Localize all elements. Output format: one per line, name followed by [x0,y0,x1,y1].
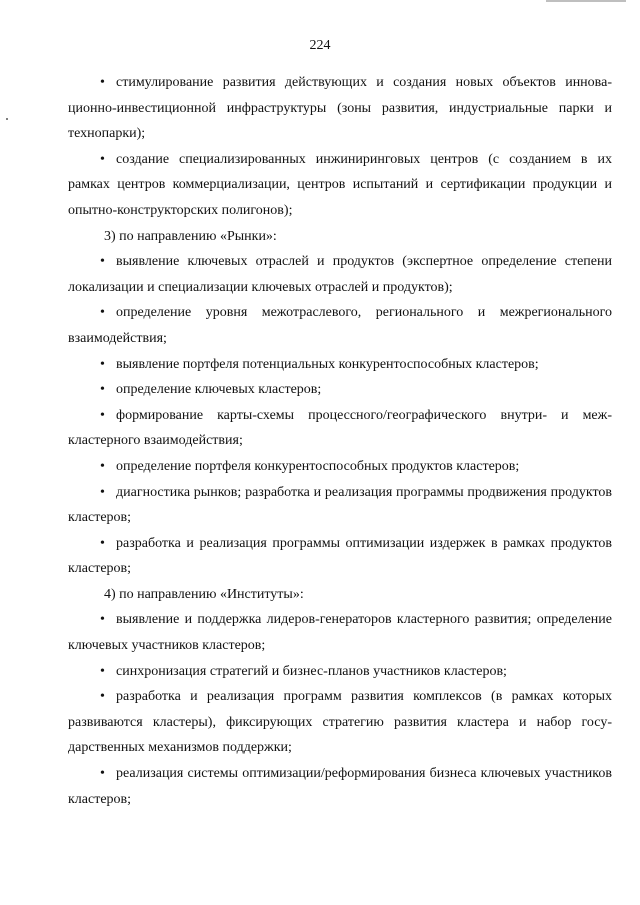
bullet-icon: • [100,535,105,551]
scan-speck [6,118,8,120]
bullet-item-text: определение уровня межотраслевого, регионального и межрегионального взаимодействия; [68,305,612,346]
section-heading-text: 4) по направлению «Институты»: [104,586,304,602]
bullet-item [68,684,612,761]
bullet-item-text: выявление ключевых отраслей и продуктов (экспертное определение степени локализации и специализации ключевых отраслей и продуктов); [68,254,612,295]
bullet-icon: • [100,689,105,705]
section-heading [68,582,612,608]
bullet-item-text: синхронизация стратегий и бизнес-планов участников кластеров; [116,663,507,679]
document-body [68,70,612,812]
bullet-item [68,300,612,351]
section-heading [68,224,612,250]
bullet-icon: • [100,382,105,398]
bullet-item [68,377,612,403]
bullet-item-text: стимулирование развития действующих и создания новых объектов инновационно-инвестиционной инфраструктуры (зоны развития, индустриальные парки и технопарки); [68,75,612,142]
section-heading-text: 3) по направлению «Рынки»: [104,228,277,244]
bullet-icon: • [100,75,105,90]
bullet-icon: • [100,663,105,679]
bullet-item [68,607,612,658]
bullet-icon: • [100,151,105,167]
bullet-item [68,147,612,224]
bullet-item-text: определение портфеля конкурентоспособных продуктов кластеров; [116,458,520,474]
bullet-icon: • [100,305,105,321]
bullet-item-text: определение ключевых кластеров; [116,382,322,398]
bullet-item [68,249,612,300]
bullet-icon: • [100,484,105,500]
bullet-icon: • [100,407,105,423]
bullet-item-text: выявление и поддержка лидеров-генераторов кластерного развития; определение ключевых участников кластеров; [68,612,612,654]
bullet-item [68,761,612,812]
bullet-item [68,531,612,582]
bullet-item-text: диагностика рынков; разработка и реализация программы продвижения продуктов кластеров; [68,484,612,526]
bullet-item-text: разработка и реализация программы оптимизации издержек в рамках продуктов кластеров; [68,535,612,577]
bullet-icon: • [100,356,105,372]
bullet-icon: • [100,766,105,782]
bullet-item-text: реализация системы оптимизации/реформирования бизнеса ключевых участников кластеров; [68,766,612,807]
bullet-item-text: создание специализированных инжиниринговых центров (с созданием в их рамках центров коммерциализации, центров испытаний и сертификации продукции и опытно-конструкторских полигонов); [68,151,612,218]
bullet-item [68,659,612,685]
page-number: 224 [309,38,331,53]
bullet-icon: • [100,612,105,628]
bullet-item-text: разработка и реализация программ развития комплексов (в рамках которых развиваются кластеры), фиксирующих стратегию развития кластера и набор государственных механизмов поддержки; [68,689,612,756]
bullet-icon: • [100,458,105,474]
bullet-item [68,480,612,531]
bullet-item [68,70,612,147]
bullet-item [68,454,612,480]
bullet-icon: • [100,254,105,270]
bullet-item [68,403,612,454]
bullet-item-text: формирование карты-схемы процессного/географического внутри- и межкластерного взаимодействия; [68,407,612,449]
bullet-item-text: выявление портфеля потенциальных конкурентоспособных кластеров; [116,356,539,372]
scan-edge-mark [546,0,626,2]
bullet-item [68,352,612,378]
